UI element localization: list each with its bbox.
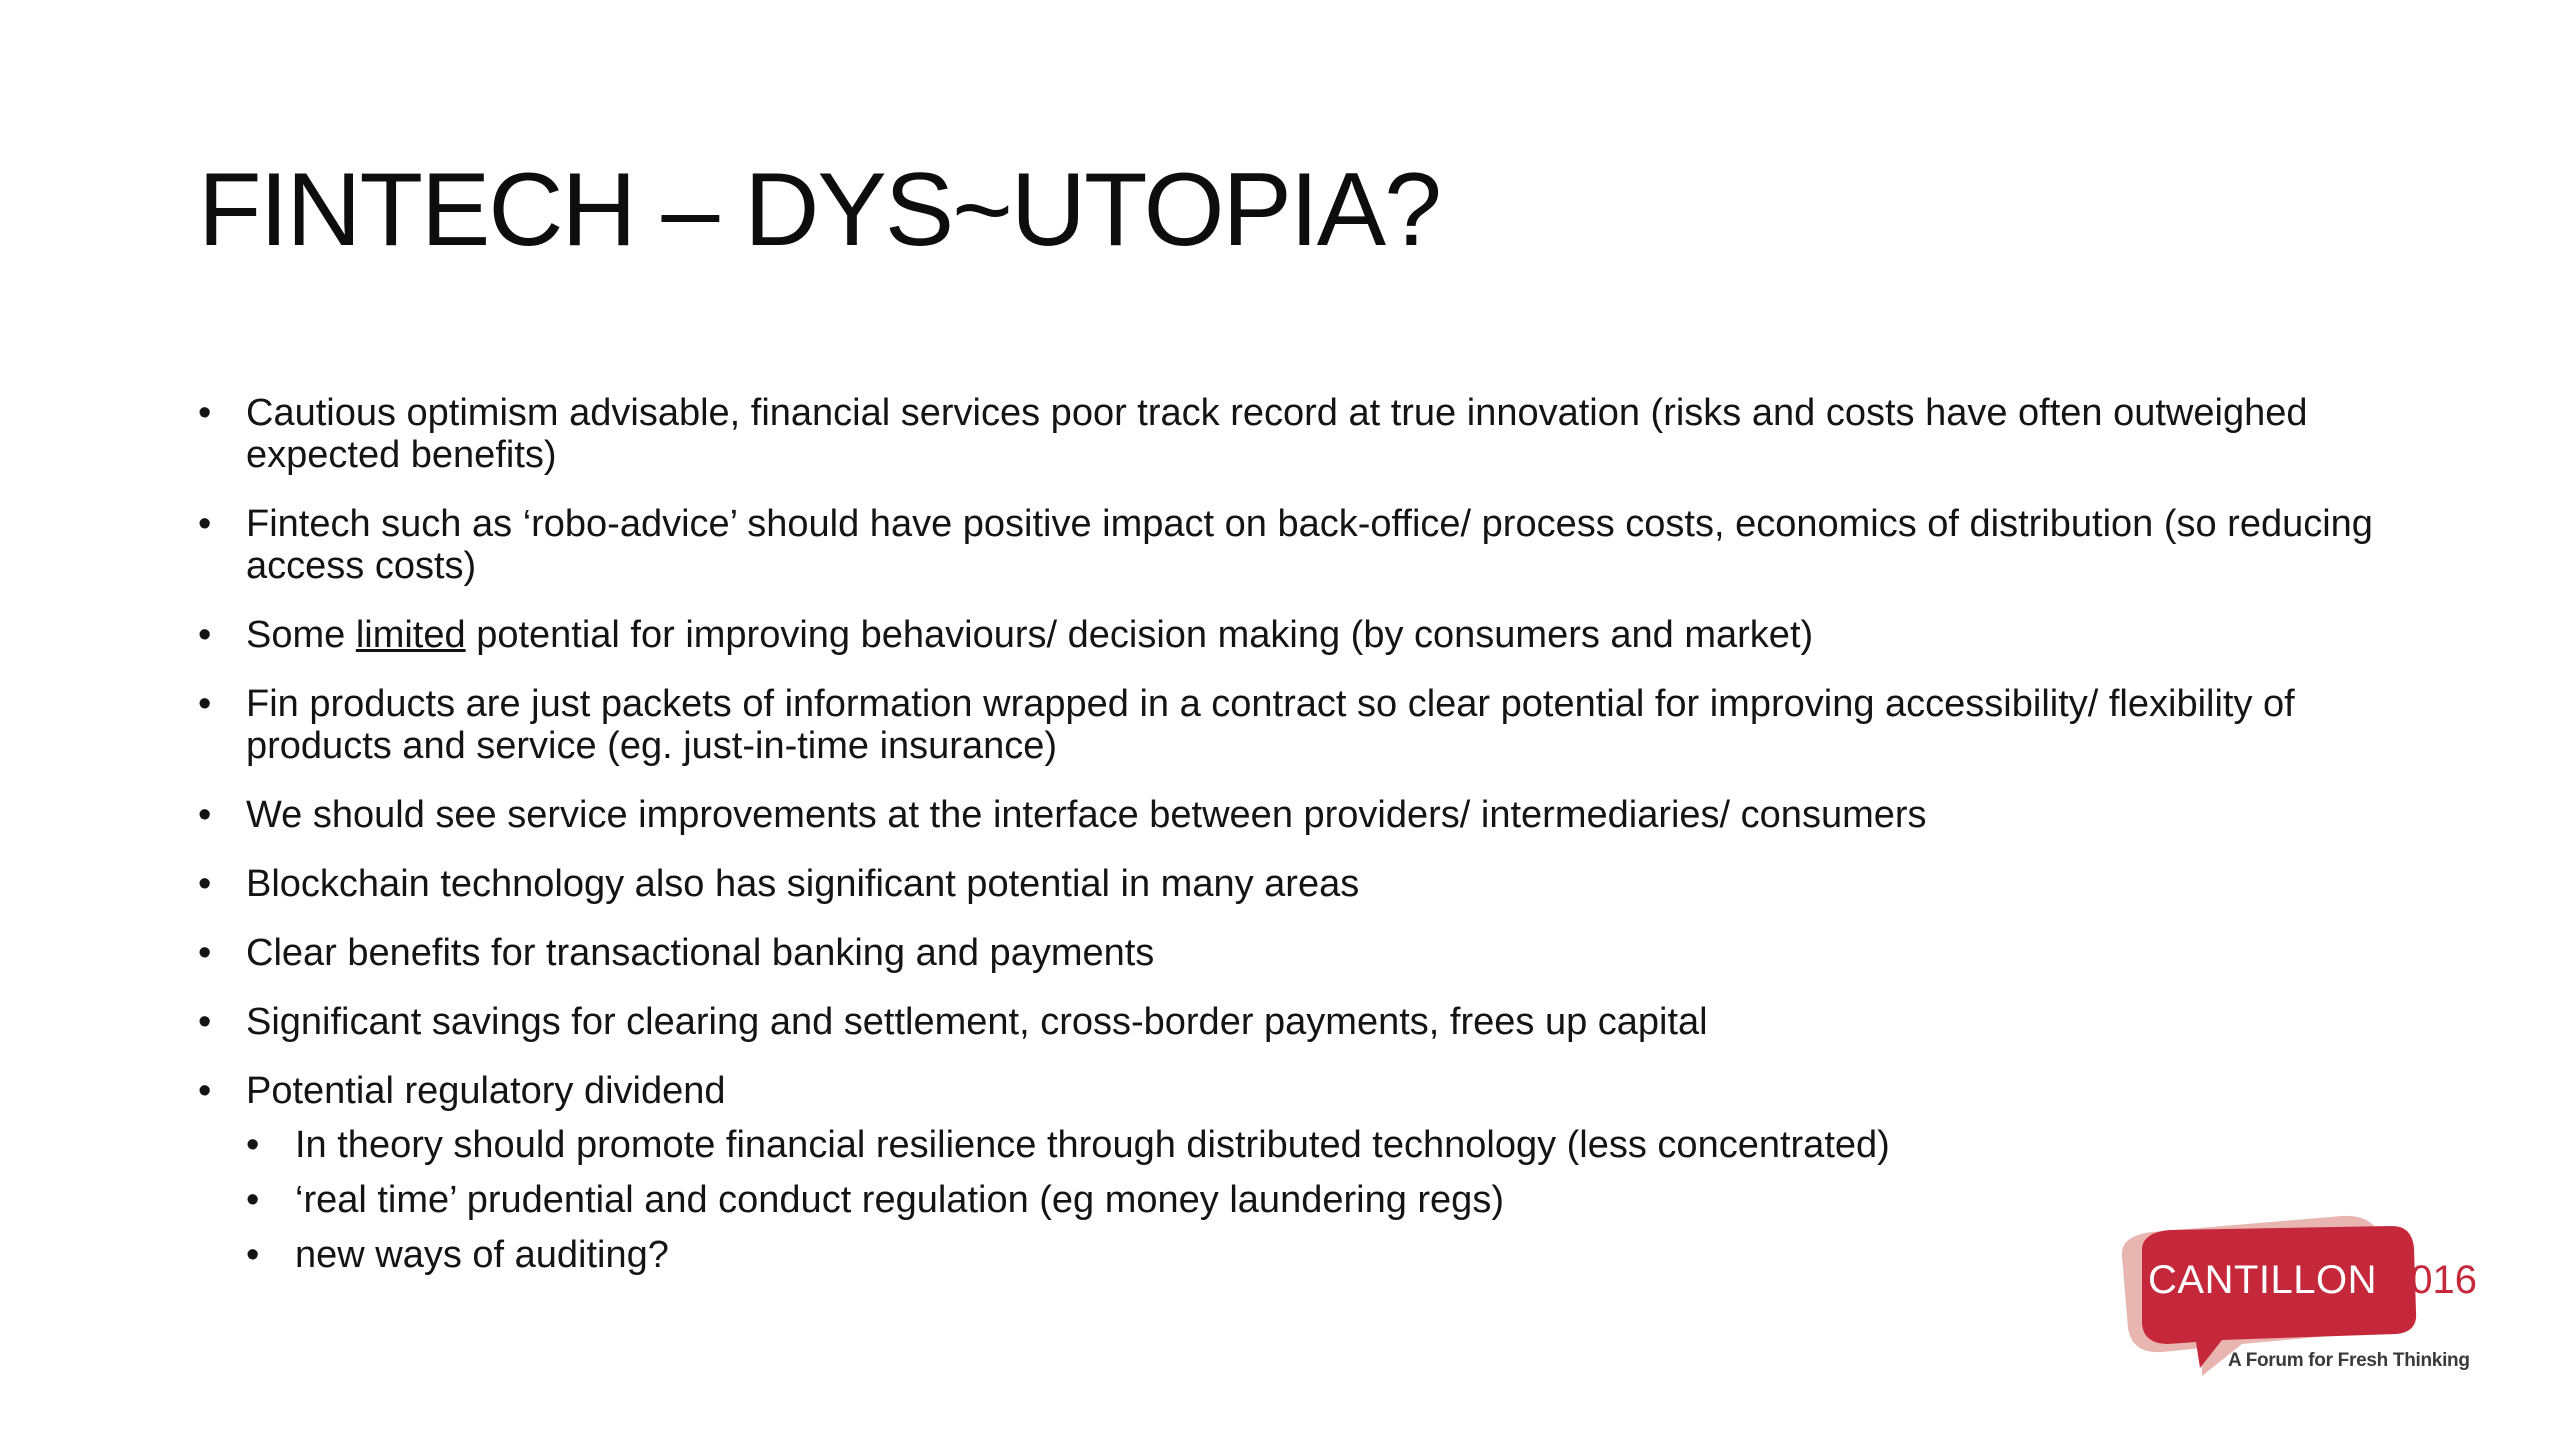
bullet-icon: •: [198, 794, 212, 836]
bullet-icon: •: [198, 503, 212, 545]
bullet-item: [198, 863, 2398, 905]
bullet-icon: •: [198, 1070, 212, 1112]
bullet-item: [198, 392, 2398, 476]
slide-title: FINTECH – DYS~UTOPIA?: [198, 152, 1440, 268]
bullet-item: [198, 1001, 2398, 1043]
bullet-item: [198, 614, 2398, 656]
sub-bullet-icon: •: [246, 1124, 260, 1166]
bullet-text-start: Some: [246, 614, 356, 656]
bullet-text: Significant savings for clearing and settlement, cross-border payments, frees up capital: [246, 1001, 1708, 1043]
bullet-icon: •: [198, 614, 212, 656]
sub-bullet-item: [198, 1124, 2398, 1166]
bullet-item: [198, 683, 2398, 767]
bullet-text: Fintech such as ‘robo-advice’ should have positive impact on back-office/ process costs, economics of distribution (so reducing access costs): [246, 503, 2373, 587]
underlined-word: limited: [355, 614, 466, 656]
sub-bullet-item: [198, 1234, 2398, 1276]
bullet-icon: •: [198, 1001, 212, 1043]
sub-bullet-text: ‘real time’ prudential and conduct regulation (eg money laundering regs): [295, 1179, 1504, 1221]
bullet-item: [198, 1070, 2398, 1276]
bullet-text: We should see service improvements at the interface between providers/ intermediaries/ consumers: [246, 794, 1927, 836]
bullet-item: [198, 503, 2398, 587]
bullet-text: Blockchain technology also has significant potential in many areas: [246, 863, 1360, 905]
bullet-text: Potential regulatory dividend: [246, 1070, 726, 1112]
bullet-text-end: potential for improving behaviours/ decision making (by consumers and market): [465, 614, 1814, 656]
sub-bullet-text: new ways of auditing?: [295, 1234, 669, 1276]
bullet-text: Clear benefits for transactional banking and payments: [246, 932, 1155, 974]
bullet-icon: •: [198, 863, 212, 905]
bullet-icon: •: [198, 683, 212, 725]
bullet-text: Cautious optimism advisable, financial services poor track record at true innovation (risks and costs have often outweighed expected benefits): [246, 392, 2308, 476]
sub-bullet-icon: •: [246, 1234, 260, 1276]
logo-wordmark: CANTILLON: [2148, 1258, 2377, 1302]
bullet-item: [198, 932, 2398, 974]
bullet-list: [198, 392, 2398, 1303]
sub-bullet-item: [198, 1179, 2398, 1221]
bullet-item: [198, 794, 2398, 836]
bullet-text: Fin products are just packets of information wrapped in a contract so clear potential for improving accessibility/ flexibility of products and service (eg. just-in-time insurance): [246, 683, 2295, 767]
logo-year: 2016: [2388, 1258, 2477, 1302]
sub-bullet-icon: •: [246, 1179, 260, 1221]
sub-bullet-text: In theory should promote financial resilience through distributed technology (less concentrated): [295, 1124, 1890, 1166]
logo-tagline: A Forum for Fresh Thinking: [2228, 1350, 2470, 1371]
bullet-icon: •: [198, 932, 212, 974]
bullet-icon: •: [198, 392, 212, 434]
sub-bullet-list: [246, 1124, 2398, 1276]
